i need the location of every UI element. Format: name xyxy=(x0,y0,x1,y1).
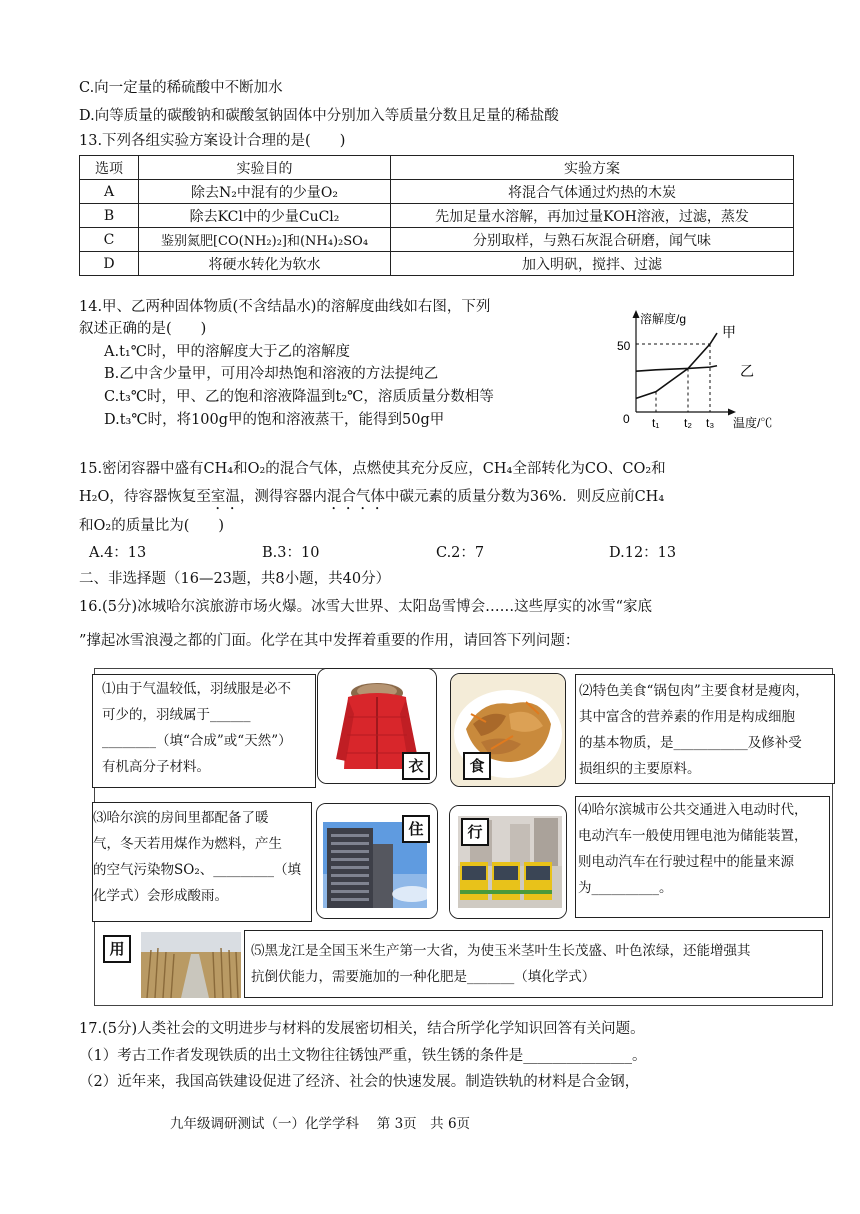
box3-line: 化学式）会形成酸雨。 xyxy=(93,888,228,904)
q14-option-d: D.t₃℃时，将100g甲的饱和溶液蒸干，能得到50g甲 xyxy=(104,412,445,428)
q16-line2: ”撑起冰雪浪漫之都的门面。化学在其中发挥着重要的作用，请回答下列问题： xyxy=(79,633,580,649)
header-option: 选项 xyxy=(80,156,139,180)
series-line-yi xyxy=(636,366,717,371)
q15-option-a: A.4：13 xyxy=(89,545,147,561)
x-axis-label: 温度/℃ xyxy=(733,416,773,430)
tag-use: 用 xyxy=(103,935,131,963)
q15-line2-a: H₂O，待容器恢复至 xyxy=(79,489,211,505)
tag-clothing: 衣 xyxy=(402,752,430,780)
q14-stem-line2: 叙述正确的是( ) xyxy=(79,321,207,337)
y-tick-label: 50 xyxy=(617,339,631,353)
row-goal: 除去N₂中混有的少量O₂ xyxy=(139,180,391,204)
tag-housing: 住 xyxy=(402,815,430,843)
q14-option-a: A.t₁℃时，甲的溶解度大于乙的溶解度 xyxy=(104,344,350,360)
row-plan: 加入明矾，搅拌、过滤 xyxy=(391,252,794,276)
tag-travel: 行 xyxy=(461,818,489,846)
box4-line: 则电动汽车在行驶过程中的能量来源 xyxy=(578,854,794,870)
table-row xyxy=(80,180,794,204)
q16-box1-text xyxy=(102,676,292,780)
x-tick-label: t₂ xyxy=(684,416,692,430)
q15-line2 xyxy=(79,487,664,513)
q16-line1: 16.(5分)冰城哈尔滨旅游市场火爆。冰雪大世界、太阳岛雪博会……这些厚实的冰雪“家底 xyxy=(79,599,653,615)
row-option: A xyxy=(80,180,139,204)
q14-option-b: B.乙中含少量甲，可用冷却热饱和溶液的方法提纯乙 xyxy=(104,366,439,382)
q15-emphasis-mixed-gas: 混合气体 xyxy=(326,489,385,505)
table-header-row xyxy=(80,156,794,180)
q15-emphasis-room-temp: 室温 xyxy=(210,489,240,505)
box2-line: 其中富含的营养素的作用是构成细胞 xyxy=(579,709,795,725)
box1-line: ________（填“合成”或“天然”） xyxy=(102,733,292,749)
q16-box2-text xyxy=(579,678,809,782)
row-goal: 除去KCl中的少量CuCl₂ xyxy=(139,204,391,228)
row-option: D xyxy=(80,252,139,276)
row-goal: 鉴别氮肥[CO(NH₂)₂]和(NH₄)₂SO₄ xyxy=(139,228,391,252)
box4-line: ⑷哈尔滨城市公共交通进入电动时代， xyxy=(578,802,808,818)
box2-line: ⑵特色美食“锅包肉”主要食材是瘦肉， xyxy=(579,683,809,699)
box2-line: 损组织的主要原料。 xyxy=(579,761,701,777)
series-label-jia: 甲 xyxy=(722,324,736,341)
q17-line1: 17.(5分)人类社会的文明进步与材料的发展密切相关，结合所学化学知识回答有关问题。 xyxy=(79,1021,645,1037)
q16-box4-text xyxy=(578,797,808,901)
x-tick-label: t₁ xyxy=(652,416,660,430)
box1-line: 可少的，羽绒属于______ xyxy=(102,707,251,723)
origin-label: 0 xyxy=(623,412,630,426)
header-goal: 实验目的 xyxy=(139,156,391,180)
box1-line: 有机高分子材料。 xyxy=(102,759,210,775)
box4-line: 电动汽车一般使用锂电池为储能装置， xyxy=(578,828,808,844)
section-2-heading: 二、非选择题（16—23题，共8小题，共40分） xyxy=(79,571,391,587)
q13-stem: 13.下列各组实验方案设计合理的是( ) xyxy=(79,133,346,149)
box3-line: ⑶哈尔滨的房间里都配备了暖 xyxy=(93,810,269,826)
q17-line3: （2）近年来，我国高铁建设促进了经济、社会的快速发展。制造铁轨的材料是合金钢， xyxy=(79,1074,640,1090)
cornfield-image xyxy=(141,932,241,998)
solubility-chart xyxy=(612,306,802,432)
q12-option-d: D.向等质量的碳酸钠和碳酸氢钠固体中分别加入等质量分数且足量的稀盐酸 xyxy=(79,108,559,124)
y-axis-label: 溶解度/g xyxy=(640,312,687,326)
box3-line: 的空气污染物SO₂、_________（填 xyxy=(93,862,301,878)
tag-food: 食 xyxy=(463,752,491,780)
q17-line2: （1）考古工作者发现铁质的出土文物往往锈蚀严重，铁生锈的条件是_______________。 xyxy=(79,1048,647,1064)
box4-line: 为__________。 xyxy=(578,880,673,896)
x-axis-arrow xyxy=(728,409,736,416)
q16-box5-text xyxy=(251,938,751,990)
q16-box3-text xyxy=(93,805,301,909)
q15-line3: 和O₂的质量比为( ) xyxy=(79,518,225,534)
q12-option-c: C.向一定量的稀硫酸中不断加水 xyxy=(79,80,283,96)
q14-stem-line1: 14.甲、乙两种固体物质(不含结晶水)的溶解度曲线如右图，下列 xyxy=(79,299,491,315)
x-tick-label: t₃ xyxy=(706,416,715,430)
box1-line: ⑴由于气温较低，羽绒服是必不 xyxy=(102,681,291,697)
box3-line: 气，冬天若用煤作为燃料，产生 xyxy=(93,836,282,852)
series-line-jia xyxy=(636,333,717,398)
series-label-yi: 乙 xyxy=(740,362,754,379)
q15-option-c: C.2：7 xyxy=(436,545,485,561)
row-option: C xyxy=(80,228,139,252)
y-axis-arrow xyxy=(633,310,640,318)
box5-line: 抗倒伏能力，需要施加的一种化肥是_______（填化学式） xyxy=(251,969,596,985)
q14-option-c: C.t₃℃时，甲、乙的饱和溶液降温到t₂℃，溶质质量分数相等 xyxy=(104,389,494,405)
box5-line: ⑸黑龙江是全国玉米生产第一大省，为使玉米茎叶生长茂盛、叶色浓绿，还能增强其 xyxy=(251,943,751,959)
q15-line2-e: 中碳元素的质量分数为36%．则反应前CH₄ xyxy=(384,489,665,505)
row-plan: 将混合气体通过灼热的木炭 xyxy=(391,180,794,204)
q15-option-d: D.12：13 xyxy=(609,545,677,561)
table-row xyxy=(80,228,794,252)
row-goal: 将硬水转化为软水 xyxy=(139,252,391,276)
q15-line1: 15.密闭容器中盛有CH₄和O₂的混合气体，点燃使其充分反应，CH₄全部转化为CO、CO₂和 xyxy=(79,461,666,477)
row-option: B xyxy=(80,204,139,228)
row-plan: 分别取样，与熟石灰混合研磨，闻气味 xyxy=(391,228,794,252)
table-row xyxy=(80,252,794,276)
q15-option-b: B.3：10 xyxy=(262,545,320,561)
q15-line2-c: ，测得容器内 xyxy=(239,489,327,505)
table-row xyxy=(80,204,794,228)
page-footer: 九年级调研测试（一）化学学科 第 3页 共 6页 xyxy=(170,1116,471,1132)
row-plan: 先加足量水溶解，再加过量KOH溶液，过滤，蒸发 xyxy=(391,204,794,228)
box2-line: 的基本物质，是___________及修补受 xyxy=(579,735,802,751)
header-plan: 实验方案 xyxy=(391,156,794,180)
q13-table xyxy=(79,155,794,276)
